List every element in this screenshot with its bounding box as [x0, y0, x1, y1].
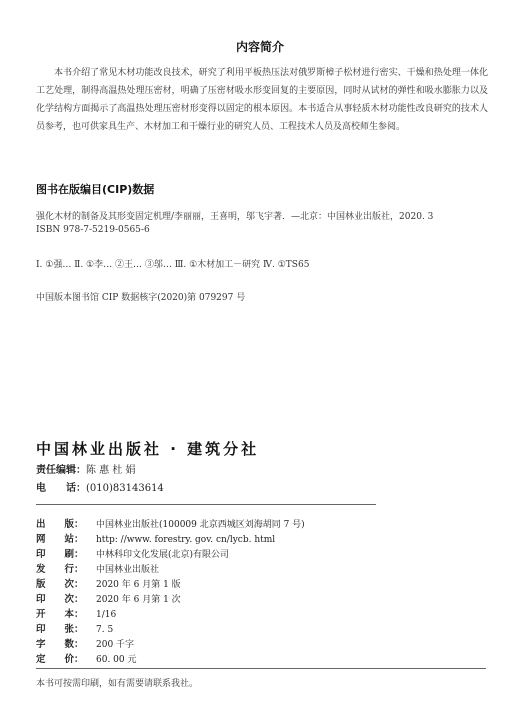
cip-line-classification: Ⅰ. ①强… Ⅱ. ①李… ②王… ③邬… Ⅲ. ①木材加工－研究 Ⅳ. ①TS65	[36, 260, 310, 270]
cip-line-isbn: ISBN 978-7-5219-0565-6	[36, 225, 150, 235]
publisher-banner: 中国林业出版社 · 建筑分社	[36, 440, 260, 458]
imprint-label: 定 价：	[36, 654, 84, 665]
imprint-row	[36, 606, 116, 620]
imprint-value: 1/16	[96, 610, 117, 620]
imprint-label: 开 本：	[36, 609, 84, 620]
footer-note: 本书可按需印刷，如有需要请联系我社。	[36, 679, 199, 689]
imprint-value: 中国林业出版社	[96, 565, 160, 575]
imprint-label: 网 站：	[36, 534, 84, 545]
imprint-label: 发 行：	[36, 564, 84, 575]
phone-row	[36, 479, 164, 494]
imprint-value: 中林科印文化发展(北京)有限公司	[96, 550, 230, 560]
imprint-label: 出 版：	[36, 519, 84, 530]
imprint-label: 印 张：	[36, 624, 84, 635]
cip-line-record: 中国版本图书馆 CIP 数据核字(2020)第 079297 号	[36, 293, 246, 303]
editor-value: 陈 惠 杜 娟	[86, 465, 136, 476]
imprint-value: 中国林业出版社(100009 北京西城区刘海胡同 7 号)	[96, 520, 305, 530]
cip-title: 图书在版编目(CIP)数据	[36, 183, 155, 196]
imprint-value: 60. 00 元	[96, 655, 137, 665]
imprint-row	[36, 636, 134, 650]
imprint-row	[36, 591, 181, 605]
imprint-label: 印 次：	[36, 594, 84, 605]
imprint-row	[36, 561, 159, 575]
imprint-row	[36, 531, 275, 545]
imprint-row	[36, 516, 305, 530]
imprint-row	[36, 576, 181, 590]
imprint-value: http: //www. forestry. gov. cn/lycb. html	[96, 535, 276, 545]
imprint-row	[36, 621, 113, 635]
summary-body: 本书介绍了常见木材功能改良技术，研究了利用平板热压法对俄罗斯樟子松材进行密实、干燥和热处理一体化工艺处理，制得高温热处理压密材，明确了压密材吸水形变回复的主要原因，同时从试材的弹性和吸水膨胀力以及化学结构方面揭示了高温热处理压密材形变得以固定的根本原因。本书适合从事轻质木材功能性改良研究的技术人员参考，也可供家具生产、木材加工和干燥行业的研究人员、工程技术人员及高校师生参阅。	[36, 68, 488, 132]
imprint-label: 版 次：	[36, 579, 84, 590]
cip-line-title: 强化木材的制备及其形变固定机理/李丽丽，王喜明，邬飞宇著．—北京：中国林业出版社，2020. 3	[36, 212, 434, 222]
divider-bottom	[36, 668, 486, 669]
imprint-value: 7. 5	[96, 625, 114, 635]
imprint-label: 印 刷：	[36, 549, 84, 560]
imprint-value: 200 千字	[96, 640, 135, 650]
imprint-label: 字 数：	[36, 639, 84, 650]
editor-row	[36, 461, 136, 476]
summary-title: 内容简介	[235, 40, 284, 54]
phone-label: 电 话：	[36, 483, 86, 494]
editor-label: 责任编辑：	[36, 465, 86, 476]
imprint-value: 2020 年 6 月第 1 版	[96, 580, 181, 590]
divider-top	[36, 504, 376, 505]
imprint-value: 2020 年 6 月第 1 次	[96, 595, 181, 605]
imprint-row	[36, 651, 137, 665]
imprint-row	[36, 546, 229, 560]
phone-value: (010)83143614	[86, 483, 164, 494]
